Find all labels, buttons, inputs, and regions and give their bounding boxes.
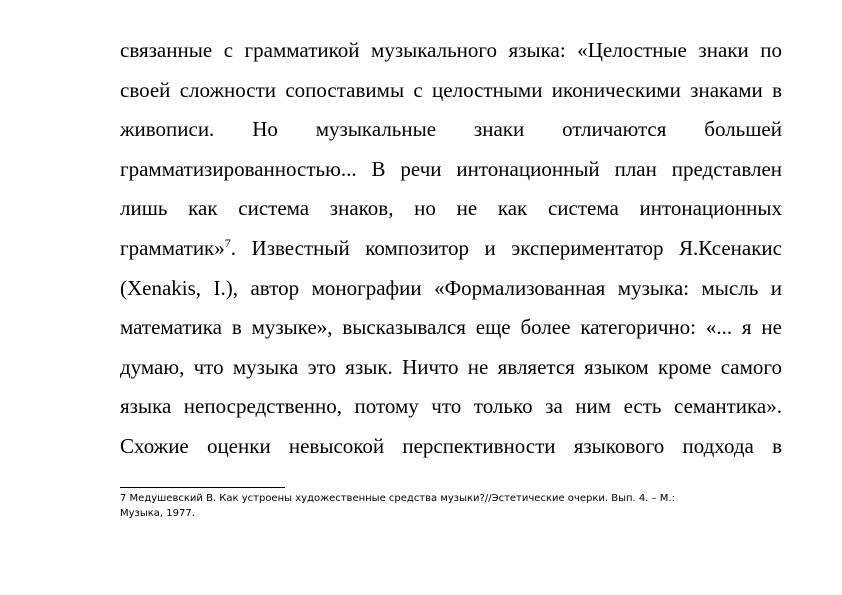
footnote-line: Музыка, 1977. [120, 508, 195, 519]
text-line: своей сложности сопоставимы с целостными иконическими знаками в [120, 77, 782, 102]
text-line: лишь как система знаков, но не как система интонационных [120, 196, 782, 221]
text-line: думаю, что музыка это язык. Ничто не является языком кроме самого [120, 354, 782, 379]
text-line-with-footnote-ref [120, 229, 782, 269]
text-line: грамматизированностью... В речи интонационный план представлен [120, 156, 782, 181]
text-line: живописи. Но музыкальные знаки отличаются большей [120, 117, 782, 142]
text-line: (Xenakis, I.), автор монографии «Формализованная музыка: мысль и [120, 275, 782, 300]
text-line: Схожие оценки невысокой перспективности языкового подхода в [120, 433, 782, 458]
footnote-reference: 7 [224, 235, 231, 250]
footnote [120, 491, 760, 521]
footnote-line: 7 Медушевский В. Как устроены художественные средства музыки?//Эстетические очерки. Вып. 4. – М.: [120, 493, 675, 504]
text-fragment: грамматик» [120, 235, 225, 260]
text-fragment: . Известный композитор и экспериментатор Я.Ксенакис [230, 235, 782, 260]
text-line: связанные с грамматикой музыкального языка: «Целостные знаки по [120, 38, 782, 62]
text-line: языка непосредственно, потому что только за ним есть семантика». [120, 394, 782, 419]
footnote-separator [120, 487, 285, 488]
main-text [120, 31, 782, 467]
text-line: математика в музыке», высказывался еще более категорично: «... я не [120, 315, 782, 340]
